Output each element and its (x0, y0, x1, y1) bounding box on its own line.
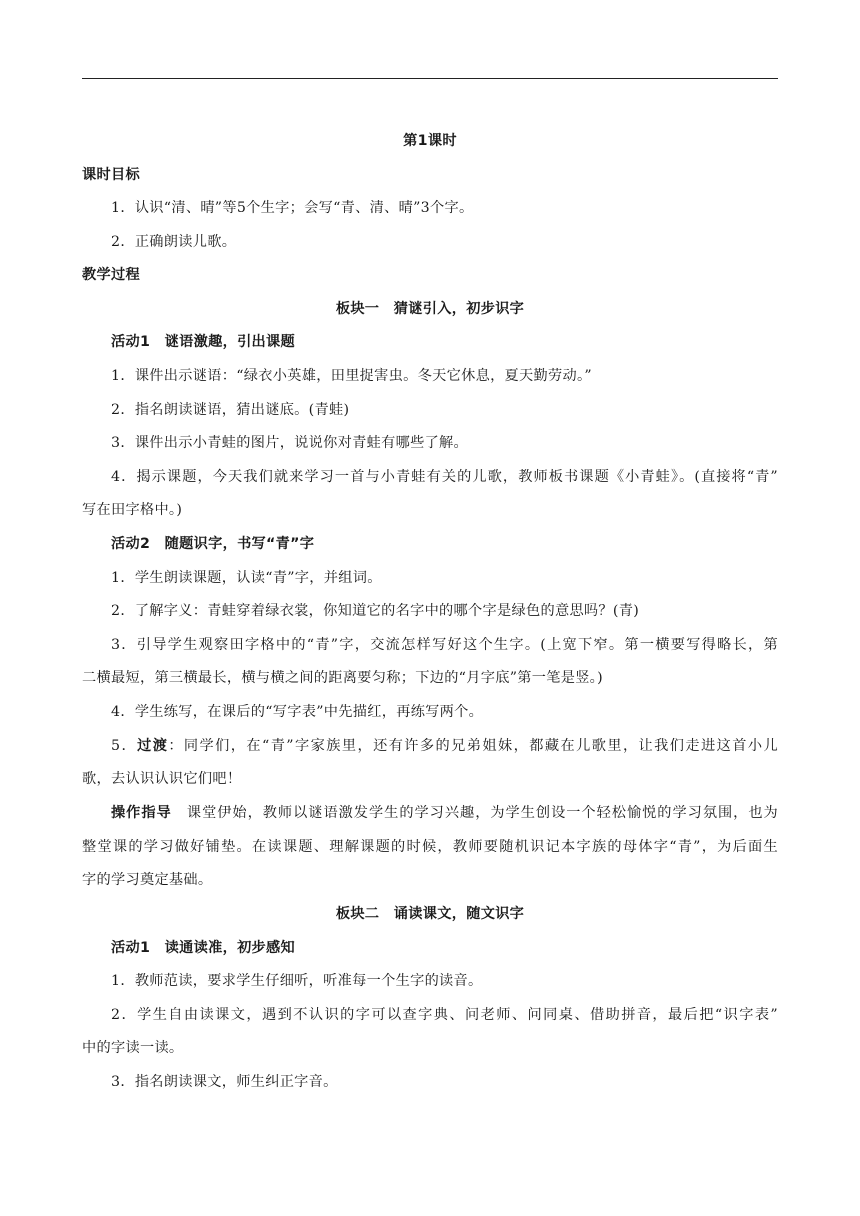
list-item: 3．指名朗读课文，师生纠正字音。 (111, 1074, 338, 1090)
block2-activity1-title: 活动1 读通读准，初步感知 (111, 940, 296, 956)
process-heading: 教学过程 (82, 267, 140, 283)
guide-paragraph-line: 字的学习奠定基础。 (82, 872, 213, 888)
guide-text: 课堂伊始，教师以谜语激发学生的学习兴趣，为学生创设一个轻松愉悦的学习氛围，也为 (186, 805, 779, 821)
list-item: 1．学生朗读课题，认读“青”字，并组词。 (111, 570, 382, 586)
block1-activity2-title: 活动2 随题识字，书写“青”字 (111, 536, 315, 552)
list-item (111, 736, 778, 756)
list-item: 4．揭示课题，今天我们就来学习一首与小青蛙有关的儿歌，教师板书课题《小青蛙》。(直接将“青” (111, 469, 778, 485)
block2-title: 板块二 诵读课文，随文识字 (335, 906, 525, 922)
list-item: 4．学生练写，在课后的“写字表”中先描红，再练写两个。 (111, 704, 484, 720)
list-item-continuation: 写在田字格中。) (82, 502, 183, 518)
list-item: 1．教师范读，要求学生仔细听，听准每一个生字的读音。 (111, 973, 483, 989)
transition-text: ：同学们，在“青”字家族里，还有许多的兄弟姐妹，都藏在儿歌里，让我们走进这首小儿 (168, 738, 778, 754)
list-item: 1．课件出示谜语：“绿衣小英雄，田里捉害虫。冬天它休息，夏天勤劳动。” (111, 368, 592, 384)
guide-paragraph-line: 整堂课的学习做好铺垫。在读课题、理解课题的时候，教师要随机识记本字族的母体字“青”，为后面生 (82, 839, 778, 855)
transition-label: 过渡 (137, 738, 169, 754)
lesson-title: 第1课时 (403, 133, 457, 149)
guide-label: 操作指导 (111, 805, 172, 821)
list-item: 2．指名朗读谜语，猜出谜底。(青蛙) (111, 402, 350, 418)
objective-item: 2．正确朗读儿歌。 (111, 234, 237, 250)
header-rule (82, 78, 778, 79)
list-item: 2．学生自由读课文，遇到不认识的字可以查字典、问老师、问同桌、借助拼音，最后把“识字表” (111, 1007, 778, 1023)
list-item: 2．了解字义：青蛙穿着绿衣裳，你知道它的名字中的哪个字是绿色的意思吗？(青) (111, 603, 640, 619)
list-item-number: 5． (111, 738, 138, 754)
list-item-continuation: 歌，去认识认识它们吧！ (82, 771, 242, 787)
list-item-continuation: 二横最短，第三横最长，横与横之间的距离要匀称；下边的“月字底”第一笔是竖。) (82, 670, 603, 686)
list-item: 3．课件出示小青蛙的图片，说说你对青蛙有哪些了解。 (111, 435, 469, 451)
objective-item: 1．认识“清、晴”等5个生字；会写“青、清、晴”3个字。 (111, 200, 474, 216)
list-item-continuation: 中的字读一读。 (82, 1040, 184, 1056)
list-item: 3．引导学生观察田字格中的“青”字，交流怎样写好这个生字。(上宽下窄。第一横要写得略长，第 (111, 637, 778, 653)
block1-activity1-title: 活动1 谜语激趣，引出课题 (111, 334, 296, 350)
guide-paragraph (111, 803, 778, 823)
objectives-heading: 课时目标 (82, 167, 140, 183)
block1-title: 板块一 猜谜引入，初步识字 (335, 301, 525, 317)
